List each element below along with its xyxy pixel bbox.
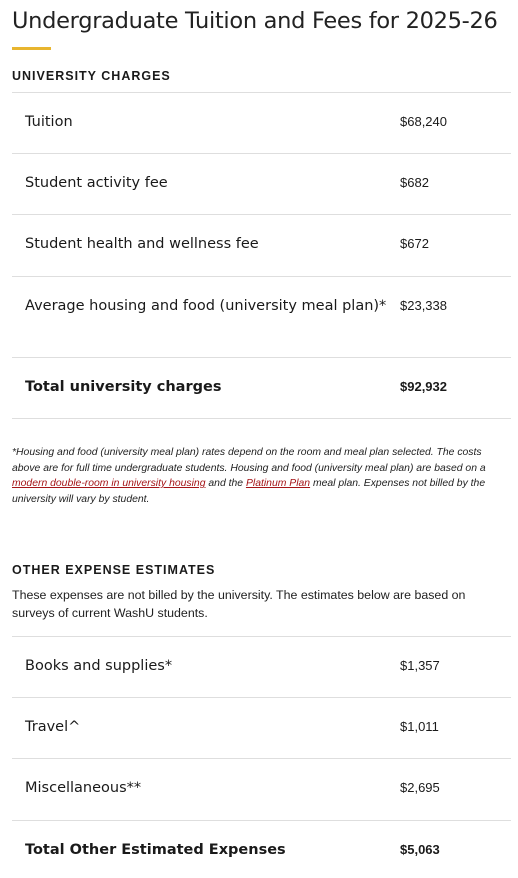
row-label: Student activity fee bbox=[25, 175, 168, 191]
footnote-text: *Housing and food (university meal plan) rates depend on the room and meal plan selected. The costs above are for full time undergraduate students. Housing and food (university meal plan) are based on a bbox=[12, 447, 486, 474]
title-accent-bar bbox=[12, 47, 51, 50]
table-row bbox=[12, 277, 511, 358]
modern-double-room-link[interactable]: modern double-room in university housing bbox=[12, 478, 206, 489]
row-amount: $2,695 bbox=[400, 780, 440, 795]
total-amount: $92,932 bbox=[400, 379, 447, 394]
row-amount: $23,338 bbox=[400, 298, 447, 313]
row-amount: $1,357 bbox=[400, 658, 440, 673]
housing-footnote bbox=[12, 445, 510, 507]
row-label: Average housing and food (university meal plan)* bbox=[25, 298, 387, 314]
total-label: Total university charges bbox=[25, 379, 222, 395]
university-charges-table bbox=[12, 92, 511, 419]
total-row bbox=[12, 821, 511, 877]
page-title: Undergraduate Tuition and Fees for 2025-26 bbox=[12, 8, 498, 34]
row-label: Student health and wellness fee bbox=[25, 236, 259, 252]
row-label: Books and supplies* bbox=[25, 658, 173, 674]
other-expenses-table bbox=[12, 636, 511, 877]
row-amount: $68,240 bbox=[400, 114, 447, 129]
table-row bbox=[12, 93, 511, 154]
platinum-plan-link[interactable]: Platinum Plan bbox=[245, 478, 311, 489]
other-expenses-description: These expenses are not billed by the university. The estimates below are based on surveys of current WashU students. bbox=[12, 588, 466, 620]
row-label: Miscellaneous** bbox=[25, 780, 142, 796]
row-label: Travel^ bbox=[25, 719, 81, 735]
table-row bbox=[12, 698, 511, 759]
total-label: Total Other Estimated Expenses bbox=[25, 842, 286, 858]
total-row bbox=[12, 358, 511, 419]
table-row bbox=[12, 759, 511, 821]
footnote-text: meal plan. Expenses not billed by the university will vary by student. bbox=[12, 478, 486, 505]
other-expenses-heading: OTHER EXPENSE ESTIMATES bbox=[12, 563, 216, 577]
row-amount: $672 bbox=[400, 236, 429, 251]
footnote-text: and the bbox=[205, 478, 246, 489]
total-amount: $5,063 bbox=[400, 842, 440, 857]
table-row bbox=[12, 154, 511, 215]
university-charges-heading: UNIVERSITY CHARGES bbox=[12, 69, 171, 83]
row-amount: $1,011 bbox=[400, 719, 439, 734]
row-label: Tuition bbox=[25, 114, 73, 130]
table-row bbox=[12, 637, 511, 698]
row-amount: $682 bbox=[400, 175, 429, 190]
table-row bbox=[12, 215, 511, 277]
